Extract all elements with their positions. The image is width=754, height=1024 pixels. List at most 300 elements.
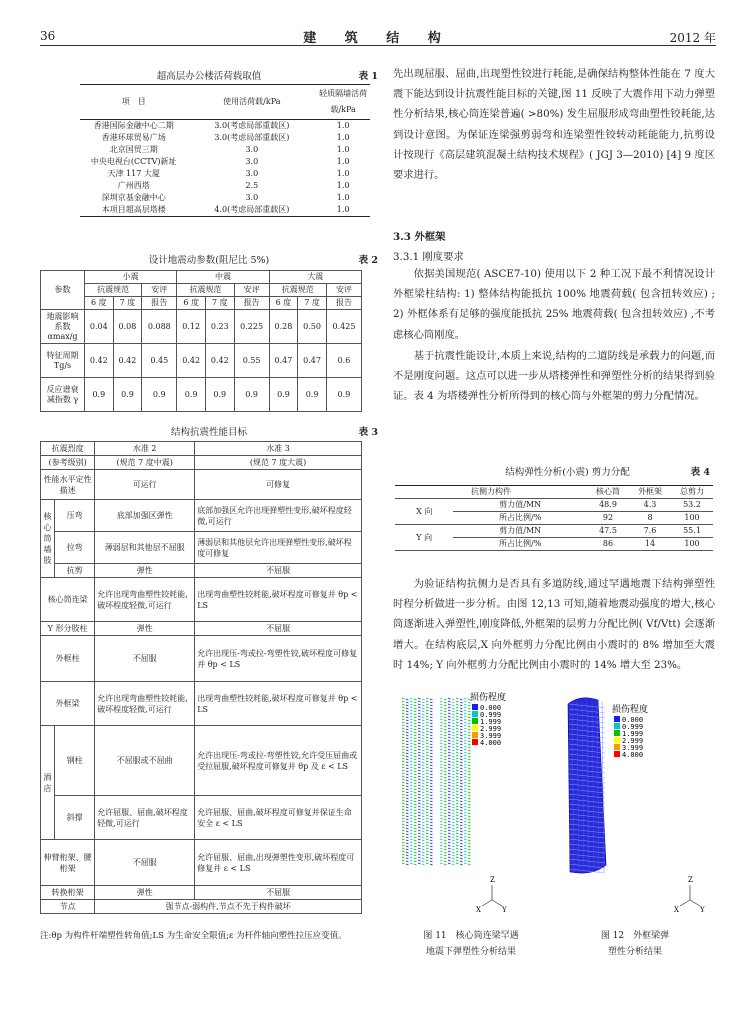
fig11-link-beam — [452, 828, 455, 829]
t4-dir: X 向 — [395, 499, 453, 525]
fig11-link-beam — [410, 710, 413, 711]
t3-cell: 底部加强区允许出现弹塑性变形,破坏程度轻微,可运行 — [195, 500, 362, 532]
fig11-link-beam — [402, 746, 405, 747]
fig11-link-beam — [414, 807, 417, 808]
fig11-link-beam — [460, 816, 463, 817]
fig11-link-beam — [468, 717, 471, 718]
fig11-link-beam — [410, 863, 413, 864]
fig11-link-beam — [410, 719, 413, 720]
fig11-link-beam — [460, 786, 463, 787]
fig11-link-beam — [444, 726, 447, 727]
fig11-link-beam — [418, 770, 421, 771]
t1-cell: 深圳京基金融中心 — [101, 193, 166, 202]
fig11-link-beam — [418, 755, 421, 756]
fig11-link-beam — [402, 755, 405, 756]
t1-cell: 1.0 — [336, 121, 350, 130]
fig11-link-beam — [418, 767, 421, 768]
fig11-link-beam — [406, 735, 409, 736]
fig11-link-beam — [414, 864, 417, 865]
fig11-link-beam — [448, 776, 451, 777]
fig11-link-beam — [448, 788, 451, 789]
fig11-link-beam — [452, 705, 455, 706]
fig11-link-beam — [444, 747, 447, 748]
fig11-link-beam — [414, 852, 417, 853]
fig11-link-beam — [448, 704, 451, 705]
t4-cell: 所占比例/% — [453, 538, 587, 551]
t1-head: 轻质隔墙活荷载/kPa — [319, 89, 368, 114]
fig11-link-beam — [406, 774, 409, 775]
fig11-link-beam — [460, 726, 463, 727]
fig11-link-beam — [410, 740, 413, 741]
fig11-link-beam — [422, 840, 425, 841]
t4-cell: 剪力值/MN — [453, 525, 587, 538]
t3-core: 核心筒墙肢 — [41, 500, 55, 578]
t3-h: 可修复 — [195, 470, 362, 500]
fig11-link-beam — [422, 765, 425, 766]
fig11-link-beam — [448, 803, 451, 804]
fig11-link-beam — [460, 819, 463, 820]
fig11-link-beam — [422, 759, 425, 760]
fig11-link-beam — [418, 788, 421, 789]
t2-cell: 0.9 — [85, 378, 114, 412]
fig11-link-beam — [426, 773, 429, 774]
t1-row — [80, 120, 370, 133]
fig11-link-beam — [468, 831, 471, 832]
t2-row — [41, 310, 362, 344]
fig11-link-beam — [468, 810, 471, 811]
fig11-link-beam — [448, 815, 451, 816]
t4-cell: 92 — [587, 512, 629, 525]
fig11-link-beam — [444, 768, 447, 769]
fig11-link-beam — [410, 797, 413, 798]
table4-title: 结构弹性分析(小震) 剪力分配 — [505, 467, 630, 478]
legend-label: 0.999 — [480, 711, 502, 719]
fig11-link-beam — [468, 816, 471, 817]
fig11-link-beam — [426, 743, 429, 744]
fig11-link-beam — [464, 734, 467, 735]
fig11-link-beam — [402, 809, 405, 810]
fig11-link-beam — [464, 767, 467, 768]
fig11-link-beam — [410, 815, 413, 816]
fig11-link-beam — [464, 827, 467, 828]
t1-cell: 1.0 — [336, 133, 350, 142]
fig11-link-beam — [410, 854, 413, 855]
fig11-link-beam — [410, 713, 413, 714]
fig11-link-beam — [440, 854, 443, 855]
fig11-link-beam — [418, 776, 421, 777]
fig11-link-beam — [418, 848, 421, 849]
t2-cell: 0.04 — [85, 310, 114, 344]
fig11-link-beam — [448, 707, 451, 708]
fig11-link-beam — [422, 729, 425, 730]
fig11-link-beam — [468, 777, 471, 778]
fig11-link-beam — [418, 707, 421, 708]
fig11-link-beam — [440, 863, 443, 864]
fig11-link-beam — [410, 764, 413, 765]
t4-row — [395, 525, 713, 538]
fig11-link-beam — [468, 849, 471, 850]
fig11-link-beam — [452, 738, 455, 739]
fig11-link-beam — [410, 716, 413, 717]
fig11-link-beam — [448, 761, 451, 762]
fig11-link-beam — [452, 702, 455, 703]
fig11-link-beam — [430, 771, 433, 772]
fig11-link-beam — [430, 813, 433, 814]
fig11-link-beam — [430, 756, 433, 757]
fig11-link-beam — [406, 771, 409, 772]
fig11-link-beam — [422, 789, 425, 790]
fig11-link-beam — [464, 749, 467, 750]
fig11-link-beam — [422, 861, 425, 862]
table2-caption — [40, 252, 378, 266]
fig11-link-beam — [430, 849, 433, 850]
fig11-link-beam — [468, 786, 471, 787]
legend-label: 1.999 — [480, 718, 502, 726]
fig11-link-beam — [430, 705, 433, 706]
fig11-link-beam — [422, 846, 425, 847]
fig11-link-beam — [456, 734, 459, 735]
fig11-link-beam — [452, 741, 455, 742]
fig11-link-beam — [456, 812, 459, 813]
fig11-link-beam — [464, 857, 467, 858]
fig11-link-beam — [452, 813, 455, 814]
fig11-link-beam — [440, 707, 443, 708]
fig11-link-beam — [430, 780, 433, 781]
t1-row — [80, 132, 370, 144]
fig11-link-beam — [402, 752, 405, 753]
fig11-link-beam — [402, 719, 405, 720]
fig11-link-beam — [440, 770, 443, 771]
fig11-link-beam — [448, 737, 451, 738]
fig11-link-beam — [402, 743, 405, 744]
fig11-link-beam — [456, 815, 459, 816]
legend-swatch — [614, 737, 620, 743]
fig11-link-beam — [410, 800, 413, 801]
fig11-link-beam — [414, 708, 417, 709]
fig11-link-beam — [468, 762, 471, 763]
fig11-link-beam — [464, 737, 467, 738]
fig11-link-beam — [464, 821, 467, 822]
t4-dir: Y 向 — [395, 525, 453, 551]
fig11-link-beam — [460, 771, 463, 772]
fig11-link-beam — [460, 861, 463, 862]
fig11-link-beam — [422, 849, 425, 850]
fig11-link-beam — [460, 714, 463, 715]
fig11-link-beam — [456, 857, 459, 858]
fig11-link-beam — [444, 822, 447, 823]
fig11-link-beam — [418, 806, 421, 807]
fig11-link-beam — [452, 747, 455, 748]
legend-label: 0.000 — [480, 704, 502, 712]
fig11-link-beam — [440, 812, 443, 813]
fig11-link-beam — [444, 714, 447, 715]
fig11-link-beam — [468, 864, 471, 865]
fig11-link-beam — [410, 782, 413, 783]
fig11-link-beam — [414, 834, 417, 835]
fig11-link-beam — [444, 840, 447, 841]
fig11-link-beam — [418, 698, 421, 699]
fig11-link-beam — [440, 710, 443, 711]
fig11-link-beam — [464, 743, 467, 744]
fig11-link-beam — [464, 782, 467, 783]
fig11-link-beam — [414, 843, 417, 844]
t3-cell: 外框柱 — [41, 636, 95, 682]
fig11-link-beam — [448, 728, 451, 729]
fig11-link-beam — [468, 768, 471, 769]
fig11-link-beam — [426, 749, 429, 750]
fig11-link-beam — [456, 770, 459, 771]
fig11-link-beam — [456, 848, 459, 849]
fig11-link-beam — [456, 839, 459, 840]
fig11-link-beam — [414, 738, 417, 739]
fig11-link-beam — [460, 813, 463, 814]
fig11-link-beam — [448, 863, 451, 864]
fig11-link-beam — [410, 824, 413, 825]
t2-cell: 0.55 — [234, 344, 269, 378]
fig11-link-beam — [410, 761, 413, 762]
fig11-link-beam — [456, 824, 459, 825]
fig11-link-beam — [410, 752, 413, 753]
fig11-link-beam — [410, 734, 413, 735]
fig11-link-beam — [418, 740, 421, 741]
fig11-link-beam — [448, 809, 451, 810]
fig11-link-beam — [430, 726, 433, 727]
fig11-link-beam — [452, 726, 455, 727]
legend-swatch — [614, 751, 620, 757]
fig11-link-beam — [452, 822, 455, 823]
fig11-link-beam — [440, 800, 443, 801]
t3-cell: 弹性 — [95, 564, 195, 578]
fig11-link-beam — [426, 821, 429, 822]
fig11-link-beam — [460, 831, 463, 832]
fig11-link-beam — [448, 764, 451, 765]
fig11-link-beam — [468, 780, 471, 781]
fig11-link-beam — [448, 791, 451, 792]
legend-label: 2.999 — [622, 737, 644, 745]
p3-text: 基于抗震性能设计,本质上来说,结构的二道防线是承载力的问题,而不是刚度问题。这点可以进一步从塔楼弹性和弹塑性分析的结果得到验证。表 4 为塔楼弹性分析所得到的核心筒与外框架的剪力分配情况。 — [393, 350, 715, 403]
t4-cell: 47.5 — [587, 525, 629, 538]
t1-row — [80, 144, 370, 156]
t2-param: 参数 — [41, 271, 85, 310]
fig11-link-beam — [456, 731, 459, 732]
t3-cell: 允许出现弯曲塑性铰耗能,破坏程度轻微,可运行 — [95, 578, 195, 622]
fig11-link-beam — [422, 741, 425, 742]
fig11-link-beam — [468, 792, 471, 793]
fig12-axis-y: Y — [700, 906, 705, 914]
t3-cell: 不屈服 — [195, 622, 362, 636]
fig11-link-beam — [422, 711, 425, 712]
t4-cell: 8 — [629, 512, 671, 525]
fig11-link-beam — [430, 783, 433, 784]
fig11-link-beam — [444, 846, 447, 847]
fig11-link-beam — [464, 785, 467, 786]
fig11-link-beam — [430, 720, 433, 721]
t3-cell: 允许屈服、屈曲,破坏程度可修复并保证生命安全 ε < LS — [195, 796, 362, 840]
t3-cell: 压弯 — [55, 500, 95, 532]
t3-cell: 允许出现压-弯或拉-弯塑性铰,允许受压屈曲或受拉屈服,破坏程度可修复并 θp 及 ε < LS — [195, 726, 362, 796]
fig11-link-beam — [456, 710, 459, 711]
table3-title: 结构抗震性能目标 — [170, 427, 247, 438]
fig11-link-beam — [448, 845, 451, 846]
fig11-link-beam — [430, 804, 433, 805]
fig11-link-beam — [402, 854, 405, 855]
fig11-link-beam — [452, 816, 455, 817]
fig11-link-beam — [406, 777, 409, 778]
fig11-link-beam — [448, 722, 451, 723]
t4-cell: 100 — [671, 538, 713, 551]
fig11-link-beam — [414, 849, 417, 850]
t2-cell: 0.42 — [113, 344, 142, 378]
t3-cell: 允许出现弯曲塑性铰耗能,破坏程度轻微,可运行 — [95, 682, 195, 726]
fig11-link-beam — [426, 806, 429, 807]
t3-h: 可运行 — [95, 470, 195, 500]
table3 — [40, 441, 362, 914]
table4 — [395, 485, 713, 551]
fig11-link-beam — [410, 755, 413, 756]
fig11-link-beam — [448, 836, 451, 837]
fig11-link-beam — [406, 738, 409, 739]
fig11-link-beam — [452, 864, 455, 865]
fig11-link-beam — [452, 714, 455, 715]
t2-cell: 0.42 — [205, 344, 234, 378]
fig11-link-beam — [418, 794, 421, 795]
fig11-link-beam — [402, 851, 405, 852]
fig11-link-beam — [468, 735, 471, 736]
fig11-link-beam — [422, 726, 425, 727]
fig11-link-beam — [402, 758, 405, 759]
fig11-link-beam — [444, 717, 447, 718]
fig11-link-beam — [448, 806, 451, 807]
fig11-link-beam — [402, 731, 405, 732]
fig11-link-beam — [402, 767, 405, 768]
fig12-axis-x: X — [674, 906, 679, 914]
fig11-link-beam — [410, 842, 413, 843]
t1-row — [80, 180, 370, 192]
legend-swatch — [472, 704, 478, 710]
fig11-link-beam — [444, 810, 447, 811]
t2-cell: 0.425 — [326, 310, 361, 344]
fig11-link-beam — [460, 738, 463, 739]
legend-swatch — [472, 739, 478, 745]
fig11-link-beam — [426, 839, 429, 840]
fig11-link-beam — [448, 851, 451, 852]
fig11-link-beam — [444, 819, 447, 820]
fig11-link-beam — [418, 851, 421, 852]
fig11-link-beam — [426, 779, 429, 780]
fig11-link-beam — [444, 777, 447, 778]
fig11-link-beam — [402, 716, 405, 717]
fig11-link-beam — [440, 791, 443, 792]
fig11-link-beam — [448, 812, 451, 813]
t1-cell: 天津 117 大厦 — [107, 169, 160, 178]
fig11-link-beam — [464, 704, 467, 705]
fig11-link-beam — [410, 845, 413, 846]
fig11-link-beam — [414, 774, 417, 775]
fig11-link-beam — [418, 818, 421, 819]
fig11-link-beam — [410, 821, 413, 822]
fig11-link-beam — [452, 777, 455, 778]
fig11-link-beam — [460, 717, 463, 718]
fig11-link-beam — [430, 729, 433, 730]
fig11-link-beam — [448, 785, 451, 786]
fig11-link-beam — [402, 836, 405, 837]
t2-cell: 0.9 — [177, 378, 206, 412]
fig11-link-beam — [406, 840, 409, 841]
fig11-link-beam — [426, 710, 429, 711]
fig12-axis-z: Z — [688, 876, 693, 884]
fig11-link-beam — [406, 786, 409, 787]
fig11-link-beam — [402, 773, 405, 774]
fig11-link-beam — [464, 842, 467, 843]
fig11-link-beam — [410, 812, 413, 813]
fig11-link-beam — [402, 776, 405, 777]
fig11-link-beam — [406, 855, 409, 856]
fig11-link-beam — [422, 768, 425, 769]
table1-caption — [40, 68, 378, 82]
paragraph-2 — [393, 264, 715, 345]
t3-h: (规范 7 度大震) — [195, 456, 362, 470]
fig11-link-beam — [456, 728, 459, 729]
fig11-link-beam — [410, 827, 413, 828]
fig11-link-beam — [430, 735, 433, 736]
t2-cell: 0.28 — [269, 310, 298, 344]
fig11-link-beam — [426, 836, 429, 837]
fig11-link-beam — [402, 779, 405, 780]
fig11-link-beam — [426, 824, 429, 825]
fig11-link-beam — [448, 839, 451, 840]
t3-cell: 出现弯曲塑性铰耗能,破坏程度可修复并 θp < LS — [195, 578, 362, 622]
fig11-link-beam — [452, 768, 455, 769]
fig11-link-beam — [430, 819, 433, 820]
t2-cell: 0.9 — [142, 378, 177, 412]
fig11-link-beam — [460, 807, 463, 808]
fig11-link-beam — [426, 758, 429, 759]
fig11-link-beam — [402, 761, 405, 762]
fig11-link-beam — [444, 759, 447, 760]
t2-cell: 0.47 — [269, 344, 298, 378]
fig11-link-beam — [406, 861, 409, 862]
fig11-link-beam — [406, 708, 409, 709]
fig11-link-beam — [414, 744, 417, 745]
fig11-link-beam — [452, 819, 455, 820]
fig11-link-beam — [414, 777, 417, 778]
fig11-link-beam — [410, 749, 413, 750]
fig11-link-beam — [406, 822, 409, 823]
fig11-link-beam — [456, 749, 459, 750]
fig11-link-beam — [452, 807, 455, 808]
fig11-link-beam — [426, 719, 429, 720]
fig11-link-beam — [422, 792, 425, 793]
fig11-link-beam — [426, 815, 429, 816]
fig11-link-beam — [402, 824, 405, 825]
fig11-link-beam — [410, 791, 413, 792]
table-note: 注:θp 为构件杆端塑性转角值;LS 为生命安全限值;ε 为杆件轴向塑性拉压应变值。 — [40, 931, 347, 941]
t2-sub2: 6 度 — [269, 297, 298, 310]
fig11-link-beam — [444, 765, 447, 766]
fig11-link-beam — [444, 708, 447, 709]
t3-cell: 薄弱层和其他层不屈服 — [95, 532, 195, 564]
fig11-link-beam — [406, 753, 409, 754]
fig11-link-beam — [430, 861, 433, 862]
fig11-link-beam — [402, 749, 405, 750]
t3-cell: 底部加强区弹性 — [95, 500, 195, 532]
fig11-link-beam — [402, 791, 405, 792]
fig11-link-beam — [410, 770, 413, 771]
fig11-link-beam — [452, 855, 455, 856]
fig11-link-beam — [406, 828, 409, 829]
t1-cell: 香港环球贸易广场 — [101, 133, 166, 142]
fig11-link-beam — [406, 837, 409, 838]
